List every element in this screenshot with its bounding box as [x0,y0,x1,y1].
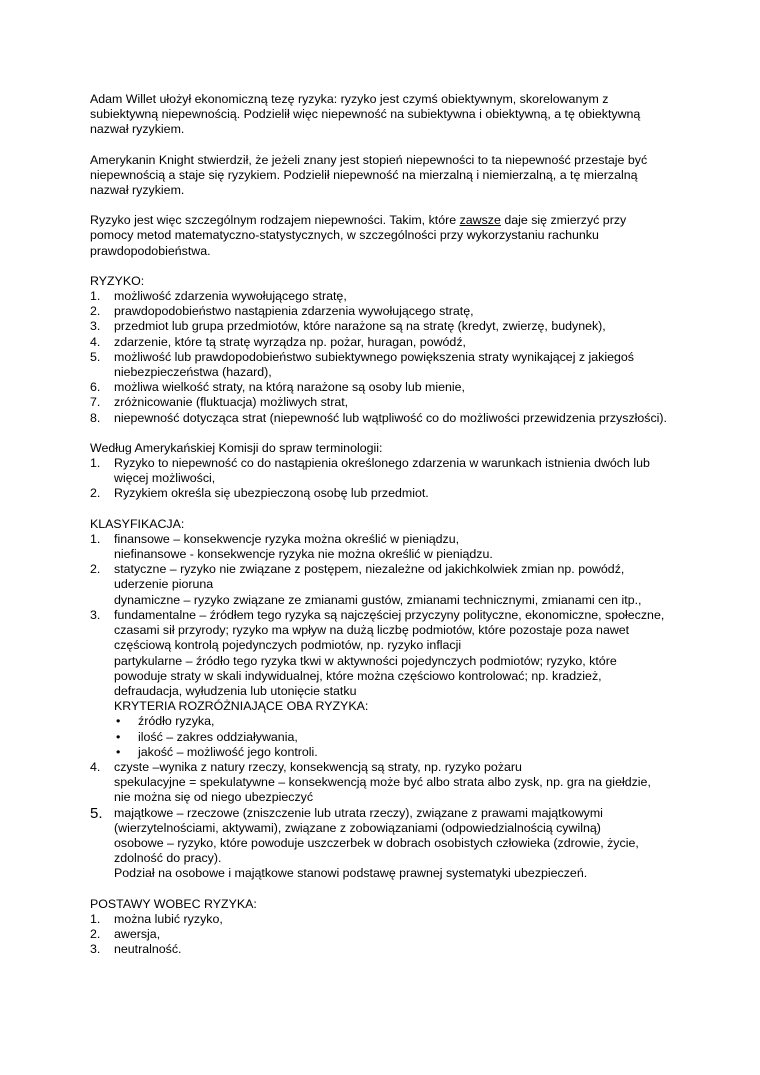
bullet-icon: • [116,714,121,729]
list-item: 1. można lubić ryzyko, [90,911,223,926]
list-item: 3. fundamentalne – źródłem tego ryzyka są najczęściej przyczyny polityczne, ekonomiczne, społeczne, czasami sił przyrody; ryzyko ma wpływ na dużą liczbę podmiotów, które pozostaje poza nawet częściową kontrolą pojedynczych podmiotów, np. ryzyko inflacji partykularne – źródło tego ryzyka tkwi w aktywności pojedynczych podmiotów; ryzyko, które powoduje straty w skali indywidualnej, które można częściowo kontrolować; np. kradzież, defraudacja, wyłudzenia lub utonięcie statku KRYTERIA ROZRÓŻNIAJĄCE OBA RYZYKA: • źródło ryzyka, • ilość – zakres oddziaływania, • jakość – możliwość jego kontroli. [90,608,670,760]
paragraph-knight: Amerykanin Knight stwierdził, że jeżeli znany jest stopień niepewności to ta niepewność przestaje być niepewnością a staje się ryzykiem. Podzielił niepewność na mierzalną i niemierzalną, a tę mierzalną nazwał ryzykiem. [90,152,648,198]
list-item: 5. możliwość lub prawdopodobieństwo subiektywnego powiększenia straty wynikającej z jakiegoś niebezpieczeństwa (hazard), [90,349,634,380]
list-item: • źródło ryzyka, [116,714,215,729]
list-item: 2. prawdopodobieństwo nastąpienia zdarzenia wywołującego stratę, [90,304,474,319]
list-item: 1. finansowe – konsekwencje ryzyka można określić w pieniądzu, niefinansowe - konsekwencje ryzyka nie można określić w pieniądzu. [90,531,493,562]
list-item: 6. możliwa wielkość straty, na którą narażone są osoby lub mienie, [90,380,465,395]
list-item: 1. Ryzyko to niepewność co do nastąpienia określonego zdarzenia w warunkach istnienia dwóch lub więcej możliwości, [90,456,650,486]
list-item: 1. możliwość zdarzenia wywołującego stratę, [90,289,347,304]
section-title-klasyfikacja: KLASYFIKACJA: [90,516,185,531]
list-item: 2. awersja, [90,926,161,941]
list-item: • ilość – zakres oddziaływania, [116,729,298,744]
criteria-title: KRYTERIA ROZRÓŻNIAJĄCE OBA RYZYKA: [114,699,369,714]
paragraph-willet: Adam Willet ułożył ekonomiczną tezę ryzyka: ryzyko jest czymś obiektywnym, skorelowanym z subiektywną niepewnością. Podzielił więc niepewność na subiektywna i obiektywną, a tę obiektywną nazwał ryzykiem. [90,92,641,137]
list-item: 2. Ryzykiem określa się ubezpieczoną osobę lub przedmiot. [90,486,429,501]
bullet-icon: • [116,744,121,759]
list-item: 5. majątkowe – rzeczowe (zniszczenie lub utrata rzeczy), związane z prawami majątkowymi (wierzytelnościami, aktywami), związane z zobowiązaniami (odpowiedzialnością cywilną) osobowe – ryzyko, które powoduje uszczerbek w dobrach osobistych człowieka (zdrowie, życie, zdolność do pracy). Podział na osobowe i majątkowe stanowi podstawę prawnej systematyki ubezpieczeń. [90,804,639,881]
komisja-list [90,456,670,502]
list-item: 7. zróżnicowanie (fluktuacja) możliwych strat, [90,395,349,410]
ryzyko-list [90,289,670,426]
bullet-icon: • [116,729,121,744]
list-item: 3. neutralność. [90,942,182,957]
document-page [90,92,670,972]
list-item: 4. czyste –wynika z natury rzeczy, konsekwencją są straty, np. ryzyko pożaru spekulacyjne = spekulatywne – konsekwencją może być albo strata albo zysk, np. gra na giełdzie, nie można się od niego ubezpieczyć [90,759,651,805]
underlined-word: zawsze [459,213,501,228]
klasyfikacja-list [90,532,670,882]
list-item: 3. przedmiot lub grupa przedmiotów, które narażone są na stratę (kredyt, zwierzę, budynek), [90,319,606,334]
list-item: 4. zdarzenie, które tą stratę wyrządza np. pożar, huragan, powódź, [90,334,466,349]
criteria-list [114,714,670,760]
section-title-ryzyko: RYZYKO: [90,273,145,288]
list-item: • jakość – możliwość jego kontroli. [116,744,318,759]
paragraph-ryzyko-definition: Ryzyko jest więc szczególnym rodzajem niepewności. Takim, które zawsze daje się zmierzyć przy pomocy metod matematyczno-statystycznych, w szczególności przy wykorzystaniu rachunku prawdopodobieństwa. [90,213,627,258]
section-title-komisja: Według Amerykańskiej Komisji do spraw terminologii: [90,440,383,455]
list-item: 8. niepewność dotycząca strat (niepewność lub wątpliwość co do możliwości przewidzenia przyszłości). [90,410,667,425]
list-item: 2. statyczne – ryzyko nie związane z postępem, niezależne od jakichkolwiek zmian np. powódź, uderzenie pioruna dynamiczne – ryzyko związane ze zmianami gustów, zmianami technicznymi, zmianami cen itp., [90,562,642,607]
section-title-postawy: POSTAWY WOBEC RYZYKA: [90,896,257,911]
postawy-list [90,912,670,958]
